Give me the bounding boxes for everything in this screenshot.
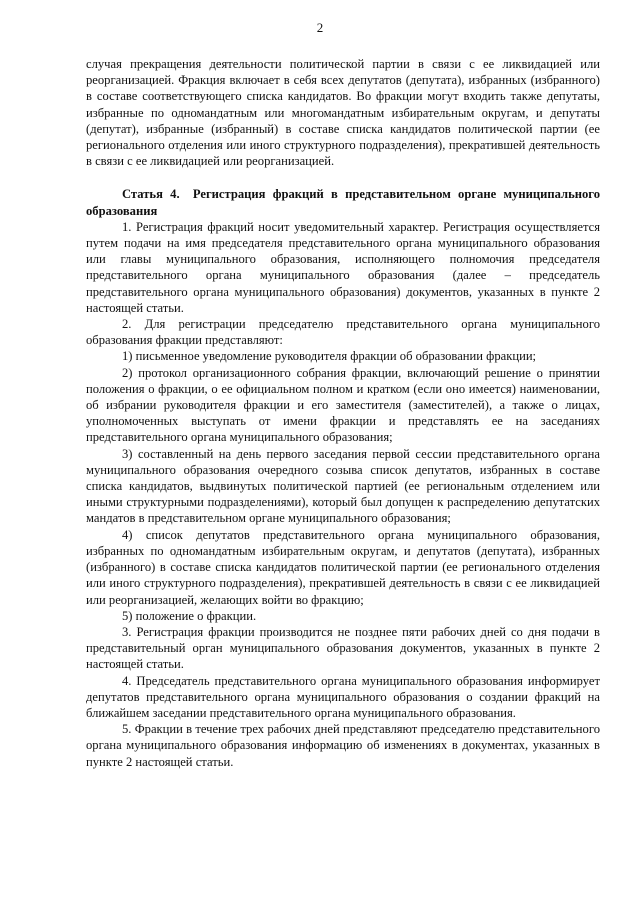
- paragraph-2: 2. Для регистрации председателю представительного органа муниципального образования фракции представляют:: [86, 317, 600, 348]
- section-gap: [86, 169, 600, 186]
- intro-paragraph: случая прекращения деятельности политической партии в связи с ее ликвидацией или реорганизацией. Фракция включает в себя всех депутатов (депутата), избранных (избранного) в составе соответствующего списка кандидатов. Во фракции могут входить также депутаты, избранные по одномандатным или многомандатным избирательным округам, и депутаты (депутат), избранные (избранный) в составе списка кандидатов политической партии (ее регионального отделения или иного структурного подразделения), прекратившей деятельность в связи с ее ликвидацией или реорганизацией.: [86, 57, 600, 169]
- list-item-3: 3) составленный на день первого заседания первой сессии представительного органа муниципального образования очередного созыва список депутатов, избранных в составе списка кандидатов, выдвинутых политической партией (ее региональным отделением или иными структурными подразделениями), который был допущен к распределению депутатских мандатов в представительном органе муниципального образования;: [86, 446, 600, 526]
- page-number: 2: [316, 20, 324, 35]
- paragraph-4: 4. Председатель представительного органа муниципального образования информирует депутатов представительного органа муниципального образования о создании фракций на ближайшем заседании представительного органа муниципального образования.: [86, 673, 600, 720]
- list-item-5: 5) положение о фракции.: [122, 608, 257, 623]
- list-item-4: 4) список депутатов представительного органа муниципального образования, избранных по одномандатным избирательным округам, и депутатов (депутата), избранных (избранного) в составе списка кандидатов политической партии (ее регионального отделения или иного структурного подразделения), прекратившей деятельность в связи с ее ликвидацией или реорганизацией, желающих войти во фракцию;: [86, 527, 600, 607]
- paragraph-1: 1. Регистрация фракций носит уведомительный характер. Регистрация осуществляется путем подачи на имя председателя представительного органа муниципального образования или главы муниципального образования, исполняющего полномочия председателя представительного органа муниципального образования (далее – председатель представительного органа муниципального образования) документов, указанных в пункте 2 настоящей статьи.: [86, 219, 600, 315]
- article-title: Регистрация фракций в представительном органе муниципального образования: [86, 187, 600, 218]
- article-label: Статья 4.: [122, 187, 180, 202]
- paragraph-3: 3. Регистрация фракции производится не позднее пяти рабочих дней со дня подачи в представительный орган муниципального образования документов, указанных в пункте 2 настоящей статьи.: [86, 624, 600, 672]
- article-heading: [86, 186, 600, 218]
- paragraph-5: 5. Фракции в течение трех рабочих дней представляют председателю представительного органа муниципального образования информацию об изменениях в документах, указанных в пункте 2 настоящей статьи.: [86, 722, 600, 769]
- list-item-2: 2) протокол организационного собрания фракции, включающий решение о принятии положения о фракции, о ее официальном полном и кратком (если оно имеется) наименовании, об избрании руководителя фракции и его заместителя (заместителей), а также о лицах, уполномоченных выступать от имени фракции и представлять ее на заседаниях представительного органа муниципального образования;: [86, 365, 600, 445]
- document-body: [86, 56, 600, 770]
- list-item-1: 1) письменное уведомление руководителя фракции об образовании фракции;: [122, 349, 537, 364]
